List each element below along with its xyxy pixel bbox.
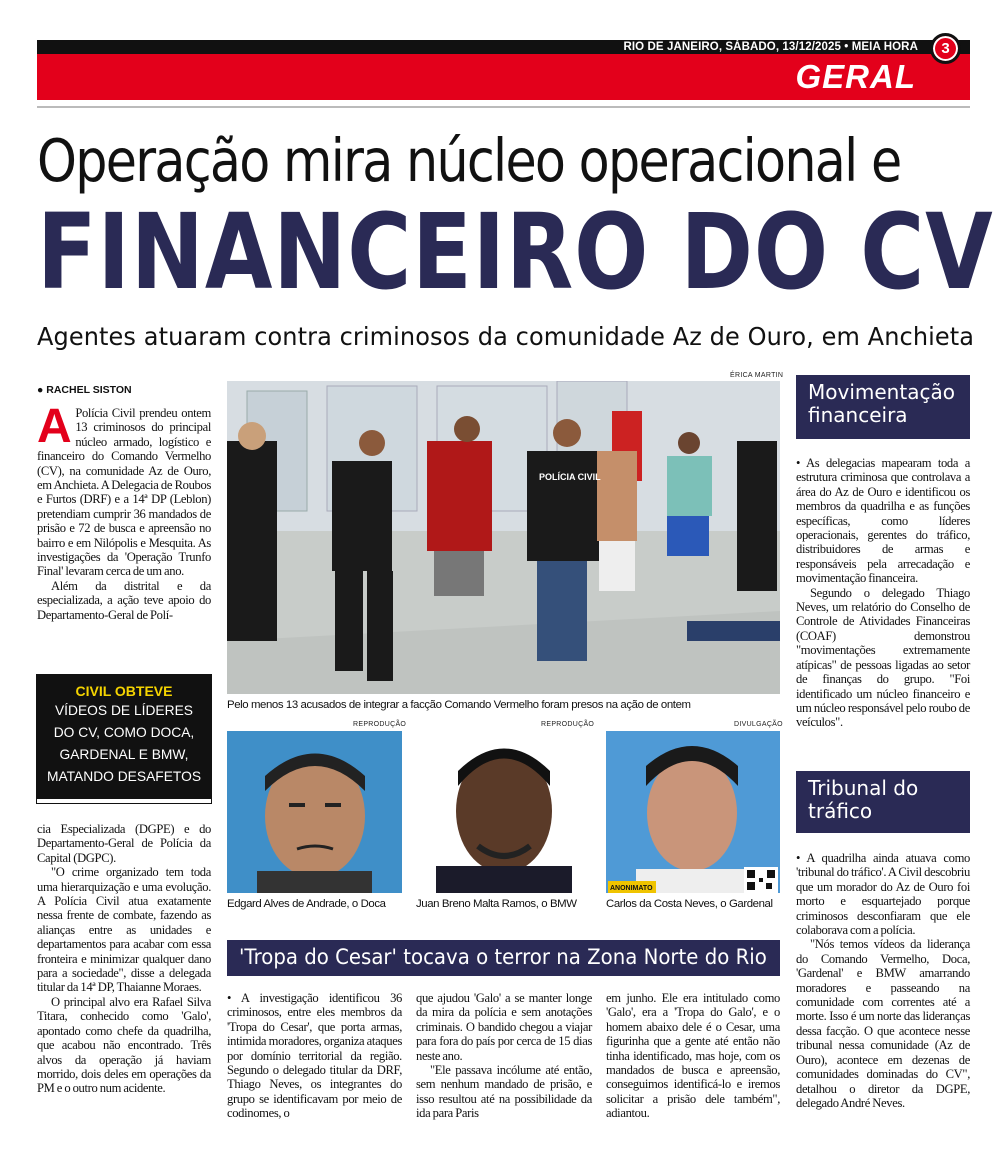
mugshot-bmw: [416, 731, 592, 893]
sidebar-box-title: Tribunal do tráfico: [796, 771, 970, 833]
main-photo-caption: Pelo menos 13 acusados de integrar a facção Comando Vermelho foram presos na ação de ontem: [227, 699, 691, 711]
headline-line1: Operação mira núcleo operacional e: [37, 126, 901, 195]
byline-name: RACHEL SISTON: [46, 384, 132, 396]
mugshot-gardenal: [606, 731, 780, 893]
secondary-headline: [227, 940, 780, 976]
main-photo: [227, 381, 780, 694]
sidebar-box2-text: [796, 851, 970, 1110]
article-paragraph: que ajudou 'Galo' a se manter longe da mira da polícia e sem anotações criminais. O bandido chegou a viajar para fora do país por cerca de 15 dias neste ano.: [416, 991, 592, 1063]
pull-quote-line: GARDENAL E BMW,: [59, 747, 189, 762]
pull-quote-line: VÍDEOS DE LÍDERES: [54, 703, 193, 718]
mugshot-credit: DIVULGAÇÃO: [734, 721, 783, 728]
article-paragraph: • As delegacias mapearam toda a estrutura criminosa que controlava a área do Az de Ouro e identificou os membros da quadrilha e as funções específicas, como líderes operacionais, gerentes do tráfico, distribuidores de armas e responsáveis pela arrecadação e movimentação financeira.: [796, 456, 970, 586]
dateline: RIO DE JANEIRO, SÁBADO, 13/12/2025 • MEIA HORA: [623, 41, 918, 53]
dateline-text: RIO DE JANEIRO, SÁBADO, 13/12/2025: [623, 41, 841, 53]
sidebar-box1-text: [796, 456, 970, 730]
article-paragraph: Polícia Civil prendeu ontem 13 criminosos do principal núcleo armado, logístico e financeiro do Comando Vermelho (CV), na comunidade Az de Ouro, em Anchieta. A Delegacia de Roubos e Furtos (DRF) e a 14ª DP (Leblon) pretendiam cumprir 36 mandados de prisão e 72 de busca e apreensão no bairro e em Nilópolis e Mesquita. As investigações da 'Operação Trunfo Final' levaram cerca de um ano.: [37, 406, 211, 579]
anonimato-badge: ANONIMATO: [610, 885, 653, 892]
section-label: GERAL: [795, 58, 916, 95]
drop-cap: A: [37, 400, 72, 453]
article-paragraph: Segundo o delegado Thiago Neves, um relatório do Conselho de Controle de Atividades Financeiras (COAF) demonstrou "movimentações extremamente atípicas" de pessoas ligadas ao setor de finanças do grupo. "Foi identificado um núcleo financeiro e um núcleo responsável pelo roubo de veículos".: [796, 585, 970, 730]
portrait-image: [606, 731, 780, 893]
portrait-image: [416, 731, 592, 893]
arrest-scene-image: [227, 381, 780, 694]
portrait-image: [227, 731, 402, 893]
subheadline: Agentes atuaram contra criminosos da comunidade Az de Ouro, em Anchieta: [37, 322, 975, 351]
mugshot-caption: Juan Breno Malta Ramos, o BMW: [416, 898, 577, 910]
article-paragraph: cia Especializada (DGPE) e do Departamento-Geral de Polícia da Capital (DGPC).: [37, 822, 211, 865]
top-bar: [37, 40, 970, 54]
sidebar-box-title: Movimentação financeira: [796, 375, 970, 439]
article-col1-bottom: [37, 822, 211, 1096]
article-paragraph: "Ele passava incólume até então, sem nenhum mandado de prisão, e isso resultou até na possibilidade da ida para Paris: [416, 1063, 592, 1121]
mugshot-caption: Edgard Alves de Andrade, o Doca: [227, 898, 386, 910]
mugshot-doca: [227, 731, 402, 893]
header-rule: [37, 106, 970, 108]
article-paragraph: • A quadrilha ainda atuava como 'tribunal do tráfico'. A Civil descobriu que um morador do Az de Ouro foi morto e esquartejado porque criminosos desconfiaram que ele colaborava com a polícia.: [796, 851, 970, 938]
secondary-col2: [416, 991, 592, 1121]
secondary-col1: [227, 991, 402, 1121]
article-paragraph: O principal alvo era Rafael Silva Titara, conhecido como 'Galo', apontado como chefe da quadrilha, que acabou não encontrado. Três alvos da operação já haviam morrido, dois deles em operações da PM e o outro num acidente.: [37, 994, 211, 1096]
page-number: 3: [930, 33, 961, 64]
article-paragraph: "O crime organizado tem toda uma hierarquização e uma evolução. A Polícia Civil atua exatamente nessa frente de combate, fazendo as alianças entre as unidades e departamentos para acabar com essa fronteira e minimizar qualquer dano para a sociedade", disse a delegada titular da 14ª DP, Thaianne Moraes.: [37, 865, 211, 995]
article-paragraph: Além da distrital e da especializada, a ação teve apoio do Departamento-Geral de Polí-: [37, 578, 211, 622]
pull-quote-line: MATANDO DESAFETOS: [46, 769, 202, 784]
paper-name: MEIA HORA: [851, 41, 918, 53]
pull-quote: [37, 675, 211, 803]
headline-line2: FINANCEIRO DO CV: [37, 191, 994, 313]
pull-quote-line: DO CV, COMO DOCA,: [53, 725, 195, 740]
vest-text: POLÍCIA CIVIL: [539, 472, 601, 482]
pull-quote-kicker: CIVIL OBTEVE: [75, 683, 173, 699]
byline: ● RACHEL SISTON: [37, 384, 132, 396]
mugshot-credit: REPRODUÇÃO: [541, 721, 595, 728]
article-col1-top: [37, 400, 211, 622]
photo-credit: ÉRICA MARTIN: [730, 372, 784, 379]
section-bar: [37, 54, 970, 100]
article-paragraph: • A investigação identificou 36 criminosos, entre eles membros da 'Tropa do Cesar', que porta armas, intimida moradores, organiza ataques por domínio territorial da região. Segundo o delegado titular da DRF, Thiago Neves, os integrantes do grupo se identificavam por meio de codinomes, o: [227, 991, 402, 1121]
mugshot-credit: REPRODUÇÃO: [353, 721, 407, 728]
secondary-col3: [606, 991, 780, 1121]
secondary-headline-text: 'Tropa do Cesar' tocava o terror na Zona Norte do Rio: [239, 945, 767, 969]
article-paragraph: em junho. Ele era intitulado como 'Galo', era a 'Tropa do Galo', e o homem abaixo dele é o Cesar, uma figurinha que a gente até então não tinha identificado, mas hoje, com os mandados de busca e apreensão, conseguimos identificá-lo e iremos solicitar a prisão dele também", adiantou.: [606, 991, 780, 1121]
mugshot-caption: Carlos da Costa Neves, o Gardenal: [606, 898, 773, 910]
article-paragraph: "Nós temos vídeos da liderança do Comando Vermelho, Doca, 'Gardenal' e BMW amarrando moradores e passeando na comunidade com correntes até a morte. Isso é um norte das lideranças dessa facção. O que acontece nesse tribunal nessa comunidade (Az de Ouro), acontece em dezenas de comunidades dominadas do CV", detalhou o diretor da DGPE, delegado André Neves.: [796, 937, 970, 1110]
